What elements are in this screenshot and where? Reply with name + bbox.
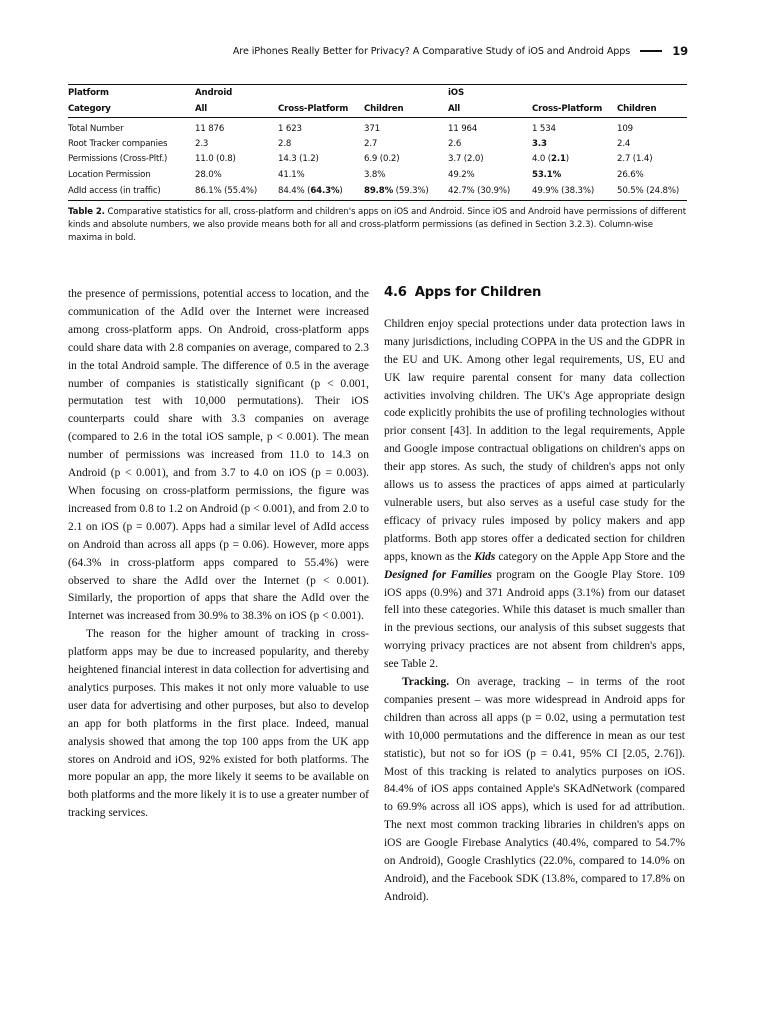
table-row bbox=[68, 152, 687, 168]
table-header-cell: Platform bbox=[68, 88, 109, 98]
running-head bbox=[68, 44, 688, 58]
table-header-cell: Category bbox=[68, 101, 195, 117]
table-cell: Permissions (Cross-Pltf.) bbox=[68, 154, 168, 165]
table-cell: 109 bbox=[617, 123, 633, 134]
table-cell: 3.7 (2.0) bbox=[448, 154, 484, 165]
table-cell: 2.7 (1.4) bbox=[617, 154, 653, 165]
table-cell: 3.3 bbox=[532, 138, 547, 149]
right-paragraph-1-part-a: Children enjoy special protections under data protection laws in many jurisdictions, including COPPA in the US and the GDPR in the EU and UK. Among other legal requirements, US, EU and UK law require parental consent for many data collection activities involving children. The UK's Age appropriate design code explicitly prohibits the use of profiling technologies without prior consent [43]. In addition to the legal requirements, Apple and Google impose contractual obligations on children's apps on their app stores. As such, the study of children's apps not only allows us to assess the practices of apps aimed at particularly vulnerable users, but also serves as a useful case study for the efficacy of privacy rules imposed by policy makers and app platforms. Both app stores offer a dedicated section for children apps, known as the bbox=[384, 317, 685, 563]
table-header-cell: All bbox=[195, 101, 278, 117]
table-cell: 4.0 (2.1) bbox=[532, 154, 569, 165]
right-paragraph-2-text: On average, tracking – in terms of the root companies present – was more widespread in Android apps for children than across all apps (p = 0.02, using a permutation test with 10,000 permutations and the difference in mean as our test statistic), but not so for iOS (p = 0.41, 95% CI [2.05, 2.76]). Most of this tracking is related to analytics purposes on iOS. 84.4% of iOS apps contained Apple's SKAdNetwork (compared to 69.9% across all iOS apps), which is used for ad attribution. The next most common tracking libraries in children's apps on iOS are Google Firebase Analytics (40.4%, compared to 54.7% on Android), Google Crashlytics (22.0%, compared to 14.0% on Android), and the Facebook SDK (13.8%, compared to 17.8% on Android). bbox=[384, 676, 685, 903]
table-header-cell: Cross-Platform bbox=[532, 101, 617, 117]
section-title: Apps for Children bbox=[414, 285, 542, 300]
table-row bbox=[68, 167, 687, 183]
caption-text: Comparative statistics for all, cross-platform and children's apps on iOS and Android. Since iOS and Android have permissions of different kinds and absolute numbers, we also provide means both for all and cross-platform permissions (as defined in Section 3.2.3). Column-wise maxima in bold. bbox=[68, 207, 687, 244]
table-header-category bbox=[68, 101, 687, 117]
table-cell: 11 876 bbox=[195, 123, 225, 134]
table-cell: 11.0 (0.8) bbox=[195, 154, 236, 165]
table-cell: 84.4% (64.3%) bbox=[278, 185, 343, 196]
table-cell: 49.9% (38.3%) bbox=[532, 185, 595, 196]
table-header-cell bbox=[278, 85, 364, 101]
table-cell: 26.6% bbox=[617, 169, 644, 180]
table-header-cell bbox=[364, 85, 448, 101]
left-paragraph-2: The reason for the higher amount of tracking in cross-platform apps may be due to increased popularity, and thereby heightened financial interest in data collection for advertising and analytics purposes. This makes it not only more valuable to use user data for advertising and other purposes, but also to develop an app for both platforms in the first place. Indeed, manual analysis showed that among the top 100 apps from the UK app stores on Android and iOS, 92% existed for both platforms. The more popular an app, the more likely it seems to be available on both platforms and the more likely it is to use a greater number of tracking services. bbox=[68, 628, 369, 820]
table-2 bbox=[68, 84, 687, 245]
table-cell: 6.9 (0.2) bbox=[364, 154, 400, 165]
table-bottom-rule bbox=[68, 200, 687, 201]
table-header-cell: Children bbox=[617, 101, 687, 117]
left-column bbox=[68, 286, 369, 823]
table-row bbox=[68, 183, 687, 199]
table-cell: 2.6 bbox=[448, 138, 462, 149]
table-header-platform bbox=[68, 85, 687, 101]
table-cell: 2.7 bbox=[364, 138, 378, 149]
tracking-run-in: Tracking. bbox=[402, 676, 450, 689]
section-heading bbox=[384, 284, 685, 302]
table-cell: 2.4 bbox=[617, 138, 631, 149]
table-cell: 11 964 bbox=[448, 123, 478, 134]
table-cell: 1 534 bbox=[532, 123, 556, 134]
page-number: 19 bbox=[672, 44, 688, 58]
left-paragraph-1: the presence of permissions, potential access to location, and the communication of the AdId over the Internet were increased among cross-platform apps. On Android, cross-platform apps could share data with 2.8 companies on average, compared to 2.3 in the total Android sample. The difference of 0.5 in the average number of companies is statistically significant (p < 0.001, permutation test with 10,000 permutations). Their iOS counterparts could share with 3.3 companies on average (compared to 2.6 in the total iOS sample, p < 0.001). The mean number of permissions was increased from 11.0 to 14.3 on Android (p < 0.001), and from 3.7 to 4.0 on iOS (p = 0.003). When focusing on cross-platform permissions, the figure was increased from 0.8 to 1.2 on Android (p < 0.001), and from 2.0 to 2.1 on iOS (p = 0.007). Apps had a similar level of AdId access on Android than across all apps (p = 0.06). However, more apps (64.3% in cross-platform apps compared to 55.4%) were observed to share the AdId over the Internet (p < 0.001). Similarly, the proportion of apps that share the AdId over the Internet was increased from 30.9% to 38.3% on iOS (p < 0.001). bbox=[68, 288, 369, 623]
table-header-cell: Cross-Platform bbox=[278, 101, 364, 117]
table-cell: 28.0% bbox=[195, 169, 222, 180]
designed-for-families: Designed for Families bbox=[384, 568, 492, 581]
table-cell: 1 623 bbox=[278, 123, 302, 134]
table-header-cell bbox=[532, 85, 617, 101]
table-header-cell: Android bbox=[195, 88, 233, 98]
right-paragraph-2 bbox=[384, 674, 685, 907]
right-paragraph-1-part-c: program on the Google Play Store. 109 iOS apps (0.9%) and 371 Android apps (3.1%) from our dataset fell into these categories. While this dataset is much smaller than in the previous sections, our analysis of this subset suggests that worrying privacy practices are not absent from children's apps, see Table 2. bbox=[384, 568, 686, 671]
table-cell: 2.3 bbox=[195, 138, 209, 149]
table-row bbox=[68, 136, 687, 152]
table-cell: Location Permission bbox=[68, 169, 151, 180]
table-cell: 42.7% (30.9%) bbox=[448, 185, 511, 196]
table-cell: 41.1% bbox=[278, 169, 305, 180]
table-cell: AdId access (in traffic) bbox=[68, 185, 161, 196]
section-number: 4.6 bbox=[384, 285, 407, 300]
table-header-cell bbox=[617, 85, 687, 101]
running-head-title: Are iPhones Really Better for Privacy? A Comparative Study of iOS and Android Apps bbox=[232, 45, 631, 57]
right-paragraph-1-part-b: category on the Apple App Store and the bbox=[495, 550, 685, 563]
table-row bbox=[68, 117, 687, 136]
table-cell: 50.5% (24.8%) bbox=[617, 185, 680, 196]
kids-category: Kids bbox=[474, 550, 496, 563]
table-cell: Total Number bbox=[68, 123, 124, 134]
table-cell: 49.2% bbox=[448, 169, 475, 180]
caption-label: Table 2. bbox=[68, 207, 105, 218]
table-caption bbox=[68, 206, 687, 245]
table-cell: 2.8 bbox=[278, 138, 292, 149]
running-head-rule bbox=[640, 50, 662, 52]
table-header-cell: iOS bbox=[448, 88, 464, 98]
table-cell: 3.8% bbox=[364, 169, 386, 180]
table-cell: 89.8% (59.3%) bbox=[364, 185, 429, 196]
table-header-cell: Children bbox=[364, 101, 448, 117]
stats-table bbox=[68, 85, 687, 198]
table-cell: 86.1% (55.4%) bbox=[195, 185, 258, 196]
table-cell: 53.1% bbox=[532, 169, 562, 180]
table-cell: Root Tracker companies bbox=[68, 138, 168, 149]
table-cell: 14.3 (1.2) bbox=[278, 154, 319, 165]
right-paragraph-1 bbox=[384, 316, 685, 674]
right-column bbox=[384, 284, 685, 907]
table-header-cell: All bbox=[448, 101, 532, 117]
table-cell: 371 bbox=[364, 123, 380, 134]
